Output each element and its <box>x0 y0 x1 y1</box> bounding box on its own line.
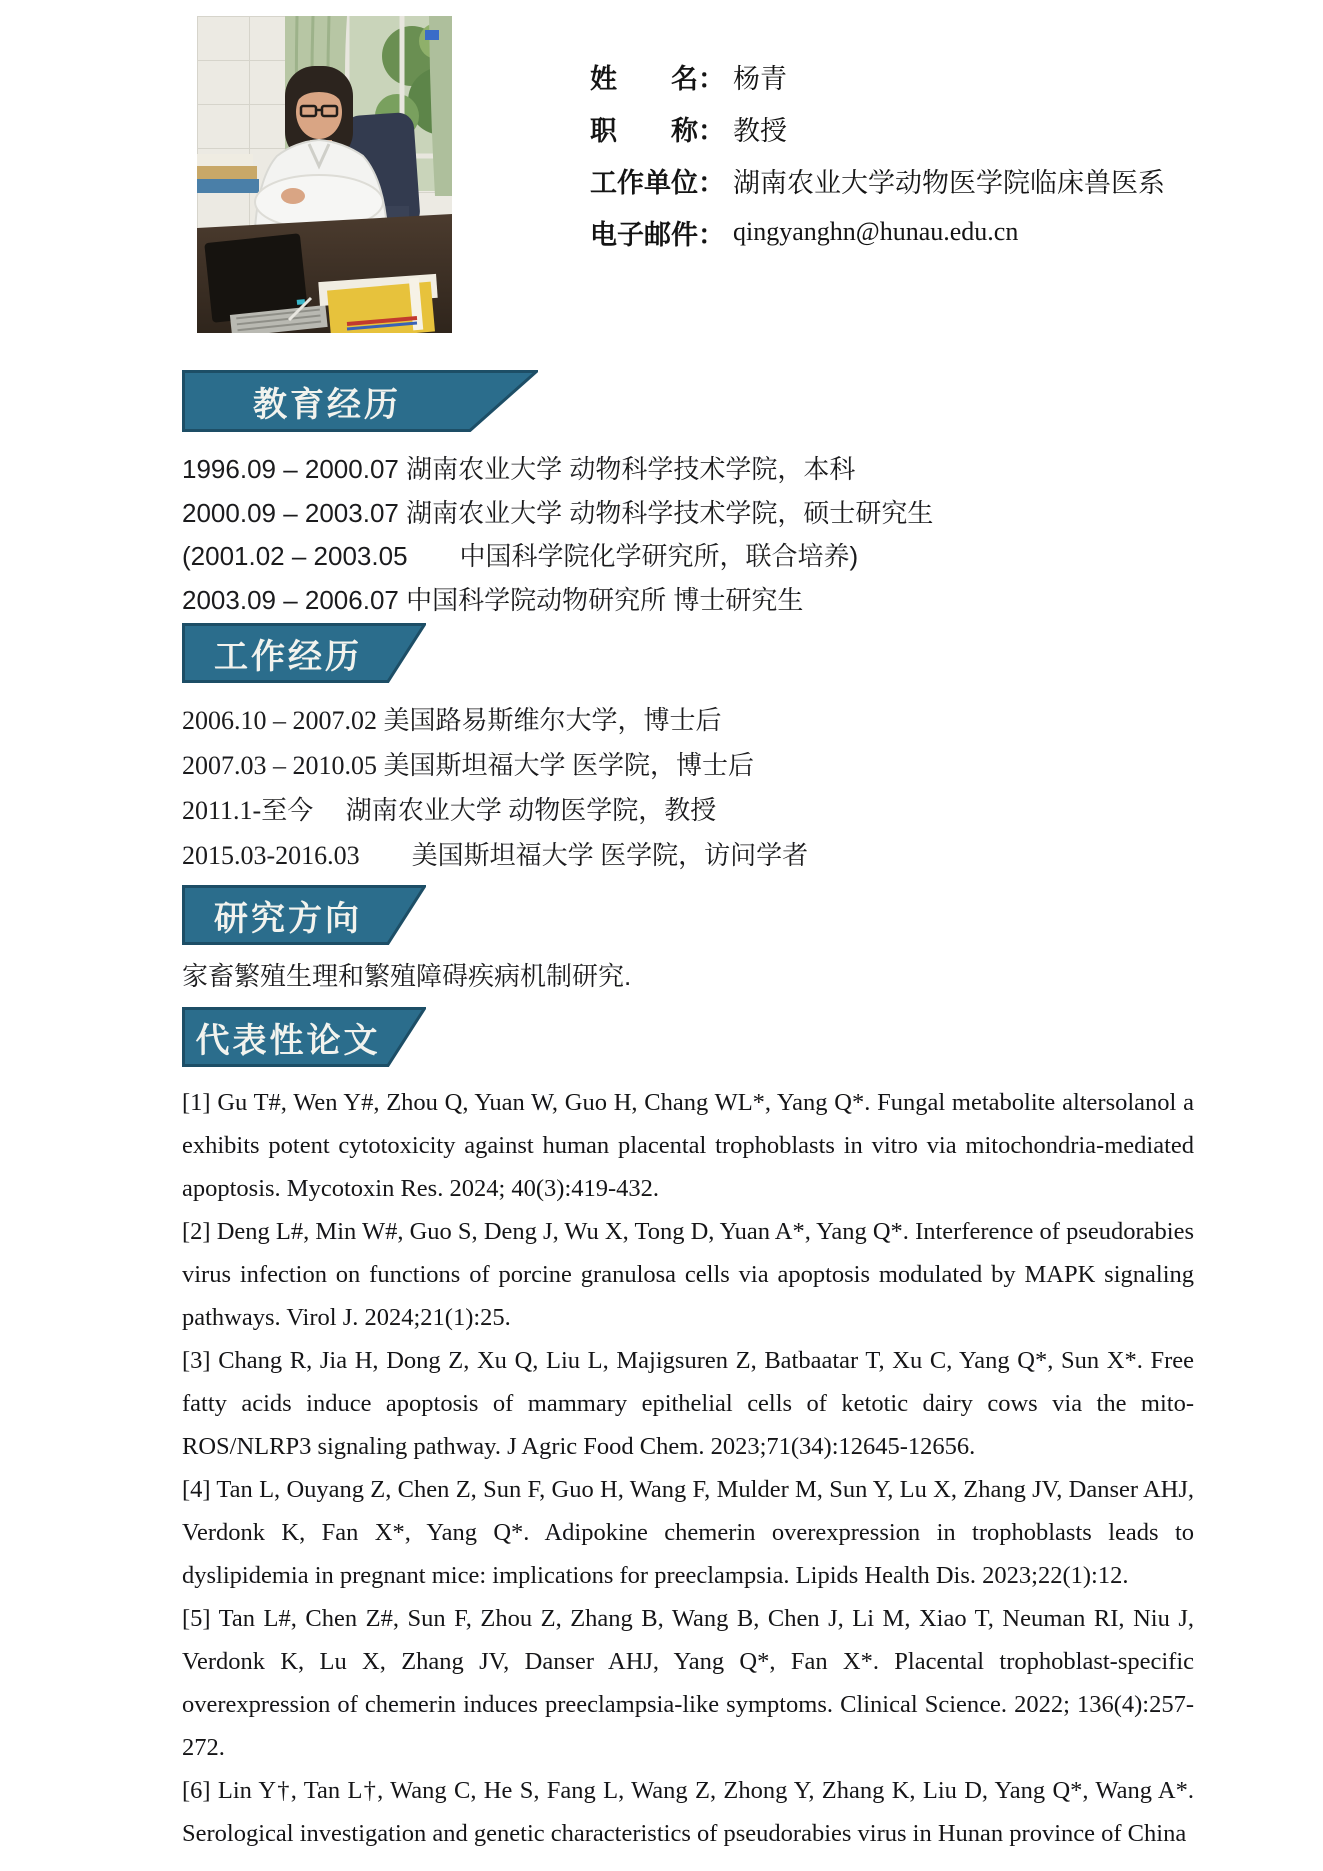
publication-item: [5] Tan L#, Chen Z#, Sun F, Zhou Z, Zhang B, Wang B, Chen J, Li M, Xiao T, Neuman RI, Niu J, Verdonk K, Lu X, Zhang JV, Danser AHJ, Yang Q*, Fan X*. Placental trophoblast-specific overexpression of chemerin induces preeclampsia-like symptoms. Clinical Science. 2022; 136(4):257-272. <box>182 1605 1194 1761</box>
education-item: 1996.09 – 2000.07 湖南农业大学 动物科学技术学院，本科 <box>182 454 856 485</box>
publication-item: [1] Gu T#, Wen Y#, Zhou Q, Yuan W, Guo H, Chang WL*, Yang Q*. Fungal metabolite altersolanol a exhibits potent cytotoxicity against human placental trophoblasts in vitro via mitochondria-mediated apoptosis. Mycotoxin Res. 2024; 40(3):419-432. <box>182 1089 1194 1202</box>
field-title <box>590 102 1210 154</box>
work-list <box>182 696 1194 876</box>
field-email <box>590 206 1210 258</box>
section-banner-education <box>182 370 538 432</box>
section-banner-publications <box>182 1007 426 1067</box>
research-direction-text: 家畜繁殖生理和繁殖障碍疾病机制研究. <box>182 961 632 991</box>
section-banner-research <box>182 885 426 945</box>
section-title-work: 工作经历 <box>214 637 362 676</box>
field-name-label: 姓 名： <box>590 63 725 94</box>
section-title-education: 教育经历 <box>253 385 401 424</box>
work-item: 2011.1-至今 湖南农业大学 动物医学院，教授 <box>182 796 717 825</box>
education-item: 2003.09 – 2006.07 中国科学院动物研究所 博士研究生 <box>182 584 804 615</box>
field-email-value: qingyanghn@hunau.edu.cn <box>733 217 1019 246</box>
education-item: (2001.02 – 2003.05 中国科学院化学研究所，联合培养) <box>182 541 859 572</box>
photo-folders <box>197 154 259 193</box>
field-organization <box>590 154 1210 206</box>
section-title-research: 研究方向 <box>214 899 362 938</box>
field-title-value: 教授 <box>733 115 787 146</box>
work-item: 2006.10 – 2007.02 美国路易斯维尔大学，博士后 <box>182 706 722 735</box>
field-name-value: 杨青 <box>733 63 787 94</box>
section-title-publications: 代表性论文 <box>195 1021 381 1060</box>
education-list <box>182 446 1194 620</box>
education-item: 2000.09 – 2003.07 湖南农业大学 动物科学技术学院，硕士研究生 <box>182 497 934 528</box>
profile-photo-illustration <box>197 16 452 333</box>
publication-item: [2] Deng L#, Min W#, Guo S, Deng J, Wu X, Tong D, Yuan A*, Yang Q*. Interference of pseudorabies virus infection on functions of porcine granulosa cells via apoptosis modulated by MAPK signaling pathways. Virol J. 2024;21(1):25. <box>182 1218 1194 1331</box>
publications-list <box>182 1081 1194 1855</box>
section-banner-work <box>182 623 426 683</box>
publication-item: [4] Tan L, Ouyang Z, Chen Z, Sun F, Guo H, Wang F, Mulder M, Sun Y, Lu X, Zhang JV, Danser AHJ, Verdonk K, Fan X*, Yang Q*. Adipokine chemerin overexpression in trophoblasts leads to dyslipidemia in pregnant mice: implications for preeclampsia. Lipids Health Dis. 2023;22(1):12. <box>182 1476 1194 1589</box>
publication-item: [3] Chang R, Jia H, Dong Z, Xu Q, Liu L, Majigsuren Z, Batbaatar T, Xu C, Yang Q*, Sun X*. Free fatty acids induce apoptosis of mammary epithelial cells of ketotic dairy cows via the mito-ROS/NLRP3 signaling pathway. J Agric Food Chem. 2023;71(34):12645-12656. <box>182 1347 1194 1460</box>
profile-info <box>590 50 1210 258</box>
field-title-label: 职 称： <box>590 115 725 146</box>
field-organization-value: 湖南农业大学动物医学院临床兽医系 <box>733 167 1165 198</box>
work-item: 2007.03 – 2010.05 美国斯坦福大学 医学院，博士后 <box>182 751 755 780</box>
field-name <box>590 50 1210 102</box>
profile-photo <box>197 16 452 333</box>
work-item: 2015.03-2016.03 美国斯坦福大学 医学院，访问学者 <box>182 841 809 870</box>
field-organization-label: 工作单位： <box>590 167 725 198</box>
photo-book <box>318 274 437 333</box>
field-email-label: 电子邮件： <box>590 219 725 250</box>
publication-item: [6] Lin Y†, Tan L†, Wang C, He S, Fang L, Wang Z, Zhong Y, Zhang K, Liu D, Yang Q*, Wang A*. Serological investigation and genetic characteristics of pseudorabies virus in Hunan province of China <box>182 1777 1194 1847</box>
